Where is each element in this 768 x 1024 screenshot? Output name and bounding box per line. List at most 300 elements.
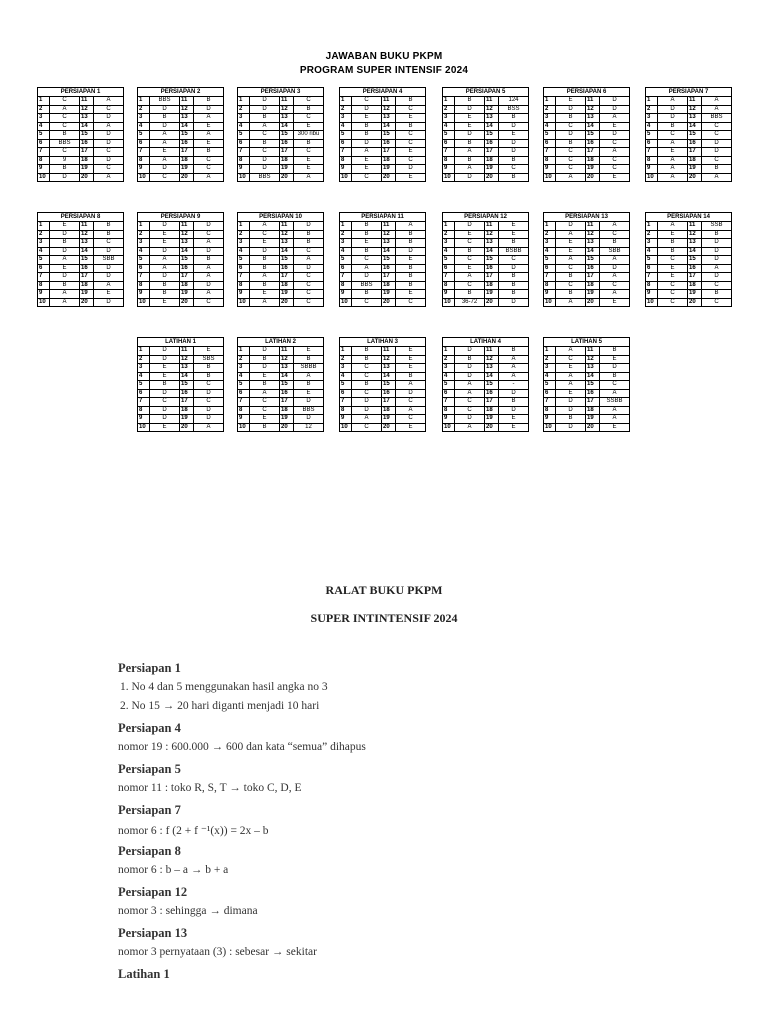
errata-section: [118, 885, 738, 920]
question-number: 18: [382, 156, 396, 165]
answer-cell: A: [600, 273, 630, 282]
errata-section-title: Persiapan 12: [118, 885, 188, 899]
answer-cell: D: [50, 173, 80, 182]
question-number: 2: [238, 105, 250, 114]
question-number: 13: [180, 364, 194, 373]
answer-table-title: PERSIAPAN 10: [238, 213, 324, 222]
answer-table: [339, 337, 426, 432]
table-row: [443, 347, 529, 356]
question-number: 12: [485, 105, 499, 114]
question-number: 3: [544, 364, 556, 373]
table-row: [544, 381, 630, 390]
question-number: 16: [80, 139, 94, 148]
question-number: 16: [485, 139, 499, 148]
answer-cell: C: [352, 423, 382, 432]
question-number: 10: [340, 298, 352, 307]
table-row: [544, 122, 630, 131]
question-number: 10: [340, 423, 352, 432]
answer-cell: E: [250, 290, 280, 299]
answer-cell: D: [600, 131, 630, 140]
question-number: 18: [382, 406, 396, 415]
table-row: [138, 256, 224, 265]
question-number: 6: [38, 264, 50, 273]
table-row: [544, 264, 630, 273]
table-row: [340, 355, 426, 364]
errata-section-title: Persiapan 5: [118, 762, 181, 776]
question-number: 11: [688, 222, 702, 231]
answer-cell: C: [600, 281, 630, 290]
question-number: 19: [80, 165, 94, 174]
answer-cell: B: [294, 381, 324, 390]
table-row: [238, 398, 324, 407]
table-row: [544, 247, 630, 256]
answer-cell: B: [294, 239, 324, 248]
answer-cell: D: [250, 156, 280, 165]
answer-cell: D: [702, 239, 732, 248]
question-number: 13: [485, 114, 499, 123]
table-row: [340, 364, 426, 373]
question-number: 18: [180, 156, 194, 165]
question-number: 5: [138, 256, 150, 265]
answer-cell: E: [658, 148, 688, 157]
answer-cell: A: [658, 156, 688, 165]
table-row: [238, 364, 324, 373]
answer-cell: E: [556, 97, 586, 106]
question-number: 15: [485, 131, 499, 140]
question-number: 16: [586, 139, 600, 148]
question-number: 11: [688, 97, 702, 106]
answer-cell: A: [352, 264, 382, 273]
question-number: 14: [586, 247, 600, 256]
question-number: 6: [646, 139, 658, 148]
question-number: 1: [544, 97, 556, 106]
question-number: 15: [280, 256, 294, 265]
answer-cell: B: [499, 156, 529, 165]
answer-cell: E: [250, 239, 280, 248]
table-row: [443, 381, 529, 390]
answer-table: [442, 212, 529, 307]
question-number: 3: [138, 364, 150, 373]
question-number: 7: [646, 273, 658, 282]
table-row: [38, 298, 124, 307]
answer-table-title: PERSIAPAN 6: [544, 88, 630, 97]
question-number: 16: [688, 264, 702, 273]
answer-cell: B: [94, 222, 124, 231]
question-number: 11: [80, 97, 94, 106]
question-number: 13: [382, 239, 396, 248]
table-row: [340, 389, 426, 398]
question-number: 11: [280, 222, 294, 231]
errata-section: [118, 844, 738, 879]
answer-cell: A: [600, 415, 630, 424]
question-number: 15: [586, 256, 600, 265]
answer-cell: A: [194, 290, 224, 299]
table-row: [38, 290, 124, 299]
question-number: 16: [280, 139, 294, 148]
answer-cell: B: [556, 273, 586, 282]
question-number: 15: [80, 131, 94, 140]
table-row: [138, 97, 224, 106]
answer-cell: B: [396, 239, 426, 248]
table-row: [443, 114, 529, 123]
answer-cell: A: [250, 222, 280, 231]
answer-table: [339, 212, 426, 307]
answer-cell: E: [600, 298, 630, 307]
question-number: 15: [80, 256, 94, 265]
question-number: 10: [238, 298, 250, 307]
question-number: 3: [38, 114, 50, 123]
question-number: 6: [544, 264, 556, 273]
question-number: 14: [280, 247, 294, 256]
question-number: 7: [138, 273, 150, 282]
table-row: [238, 173, 324, 182]
table-row: [238, 355, 324, 364]
answer-cell: B: [250, 381, 280, 390]
answer-cell: C: [194, 398, 224, 407]
answer-cell: A: [556, 381, 586, 390]
question-number: 6: [340, 264, 352, 273]
question-number: 18: [586, 406, 600, 415]
answer-cell: E: [455, 264, 485, 273]
question-number: 18: [586, 281, 600, 290]
answer-cell: D: [352, 273, 382, 282]
answer-cell: C: [396, 105, 426, 114]
question-number: 5: [340, 131, 352, 140]
question-number: 4: [646, 247, 658, 256]
table-row: [340, 423, 426, 432]
answer-cell: C: [94, 105, 124, 114]
answer-cell: B: [702, 165, 732, 174]
table-row: [38, 148, 124, 157]
answer-cell: B: [150, 290, 180, 299]
errata-section-title: Latihan 1: [118, 967, 170, 981]
answer-cell: A: [556, 256, 586, 265]
answer-cell: A: [250, 298, 280, 307]
answer-cell: D: [455, 222, 485, 231]
answer-cell: E: [194, 139, 224, 148]
answer-cell: B: [352, 230, 382, 239]
question-number: 3: [238, 239, 250, 248]
question-number: 10: [38, 298, 50, 307]
table-row: [38, 97, 124, 106]
answer-cell: A: [194, 423, 224, 432]
question-number: 2: [340, 230, 352, 239]
answer-cell: B: [702, 290, 732, 299]
answer-cell: E: [396, 290, 426, 299]
answer-cell: E: [150, 364, 180, 373]
table-row: [443, 97, 529, 106]
question-number: 18: [688, 281, 702, 290]
question-number: 15: [382, 256, 396, 265]
table-row: [443, 222, 529, 231]
table-row: [443, 122, 529, 131]
answer-cell: C: [50, 97, 80, 106]
question-number: 2: [646, 230, 658, 239]
question-number: 10: [340, 173, 352, 182]
answer-cell: B: [396, 230, 426, 239]
table-row: [238, 264, 324, 273]
table-row: [238, 423, 324, 432]
answer-cell: A: [702, 173, 732, 182]
errata-section-title: Persiapan 8: [118, 844, 181, 858]
table-row: [340, 415, 426, 424]
answer-cell: C: [658, 298, 688, 307]
question-number: 4: [443, 247, 455, 256]
question-number: 10: [38, 173, 50, 182]
question-number: 2: [340, 105, 352, 114]
answer-cell: E: [194, 347, 224, 356]
question-number: 7: [238, 398, 250, 407]
answer-cell: A: [352, 148, 382, 157]
answer-cell: D: [250, 364, 280, 373]
answer-cell: D: [250, 97, 280, 106]
table-row: [340, 347, 426, 356]
answer-cell: D: [455, 415, 485, 424]
answer-cell: B: [455, 355, 485, 364]
table-row: [544, 139, 630, 148]
answer-cell: D: [150, 355, 180, 364]
answer-cell: C: [499, 165, 529, 174]
table-row: [38, 173, 124, 182]
question-number: 6: [340, 139, 352, 148]
answer-cell: D: [499, 389, 529, 398]
question-number: 19: [180, 165, 194, 174]
table-row: [238, 114, 324, 123]
question-number: 4: [443, 372, 455, 381]
answer-cell: B: [194, 148, 224, 157]
answer-cell: A: [250, 273, 280, 282]
question-number: 20: [485, 423, 499, 432]
table-row: [443, 247, 529, 256]
question-number: 13: [586, 114, 600, 123]
answer-cell: A: [658, 173, 688, 182]
question-number: 9: [38, 290, 50, 299]
answer-cell: B: [658, 239, 688, 248]
answer-cell: B: [455, 97, 485, 106]
table-row: [646, 298, 732, 307]
question-number: 1: [443, 347, 455, 356]
errata-section: [118, 926, 738, 961]
table-row: [340, 398, 426, 407]
answer-table: [137, 337, 224, 432]
errata-subtitle: SUPER INTINTENSIF 2024: [310, 611, 458, 625]
answer-cell: A: [352, 415, 382, 424]
question-number: 6: [646, 264, 658, 273]
question-number: 17: [688, 148, 702, 157]
answer-cell: A: [600, 290, 630, 299]
table-row: [138, 290, 224, 299]
question-number: 2: [646, 105, 658, 114]
answer-cell: E: [556, 247, 586, 256]
question-number: 7: [544, 148, 556, 157]
question-number: 20: [280, 298, 294, 307]
answer-table-title: PERSIAPAN 11: [340, 213, 426, 222]
question-number: 17: [180, 398, 194, 407]
table-row: [38, 122, 124, 131]
question-number: 18: [382, 281, 396, 290]
question-number: 9: [646, 290, 658, 299]
question-number: 14: [180, 122, 194, 131]
table-row: [238, 230, 324, 239]
question-number: 7: [238, 273, 250, 282]
question-number: 7: [340, 273, 352, 282]
answer-cell: E: [150, 230, 180, 239]
question-number: 18: [180, 281, 194, 290]
table-row: [443, 148, 529, 157]
answer-cell: D: [396, 165, 426, 174]
table-row: [38, 105, 124, 114]
question-number: 15: [485, 381, 499, 390]
question-number: 20: [688, 173, 702, 182]
question-number: 4: [443, 122, 455, 131]
answer-cell: B: [294, 105, 324, 114]
errata-item: nomor 11 : toko R, S, T → toko C, D, E: [118, 782, 302, 794]
answer-cell: A: [600, 406, 630, 415]
answer-cell: B: [499, 347, 529, 356]
question-number: 9: [238, 415, 250, 424]
question-number: 12: [80, 105, 94, 114]
question-number: 10: [443, 423, 455, 432]
table-row: [443, 389, 529, 398]
table-row: [238, 105, 324, 114]
question-number: 13: [180, 114, 194, 123]
table-row: [138, 148, 224, 157]
errata-section-title: Persiapan 13: [118, 926, 188, 940]
answer-cell: A: [556, 173, 586, 182]
question-number: 5: [138, 381, 150, 390]
table-row: [138, 165, 224, 174]
answer-table-title: PERSIAPAN 4: [340, 88, 426, 97]
question-number: 19: [485, 415, 499, 424]
answer-cell: 300 ribu: [294, 131, 324, 140]
question-number: 1: [340, 222, 352, 231]
question-number: 17: [485, 148, 499, 157]
question-number: 17: [586, 273, 600, 282]
answer-table-title: PERSIAPAN 14: [646, 213, 732, 222]
question-number: 10: [138, 173, 150, 182]
question-number: 19: [280, 290, 294, 299]
question-number: 14: [586, 122, 600, 131]
answer-table-title: PERSIAPAN 9: [138, 213, 224, 222]
question-number: 20: [280, 423, 294, 432]
answer-cell: E: [600, 355, 630, 364]
question-number: 3: [646, 114, 658, 123]
question-number: 17: [382, 273, 396, 282]
answer-cell: C: [294, 273, 324, 282]
answer-cell: A: [702, 97, 732, 106]
question-number: 17: [280, 398, 294, 407]
question-number: 10: [138, 423, 150, 432]
table-row: [544, 398, 630, 407]
table-row: [138, 247, 224, 256]
question-number: 17: [280, 148, 294, 157]
answer-cell: E: [658, 273, 688, 282]
answer-cell: C: [396, 139, 426, 148]
answer-cell: B: [396, 372, 426, 381]
question-number: 8: [38, 281, 50, 290]
table-row: [443, 298, 529, 307]
answer-cell: C: [556, 122, 586, 131]
question-number: 9: [38, 165, 50, 174]
answer-cell: C: [50, 148, 80, 157]
question-number: 8: [138, 406, 150, 415]
answer-cell: D: [294, 264, 324, 273]
table-row: [646, 148, 732, 157]
answer-cell: E: [396, 256, 426, 265]
question-number: 4: [340, 122, 352, 131]
question-number: 9: [443, 415, 455, 424]
table-row: [443, 281, 529, 290]
table-row: [238, 281, 324, 290]
answer-cell: D: [396, 247, 426, 256]
answer-cell: D: [702, 247, 732, 256]
question-number: 8: [544, 406, 556, 415]
answer-cell: D: [352, 105, 382, 114]
table-row: [544, 148, 630, 157]
question-number: 18: [80, 281, 94, 290]
errata-section-title: Persiapan 1: [118, 661, 181, 675]
answer-cell: A: [50, 290, 80, 299]
answer-cell: A: [94, 281, 124, 290]
question-number: 5: [544, 131, 556, 140]
table-row: [138, 114, 224, 123]
table-row: [238, 381, 324, 390]
table-row: [238, 139, 324, 148]
table-row: [238, 389, 324, 398]
question-number: 14: [280, 372, 294, 381]
question-number: 9: [544, 415, 556, 424]
table-row: [138, 239, 224, 248]
table-row: [138, 389, 224, 398]
table-row: [238, 273, 324, 282]
question-number: 17: [180, 273, 194, 282]
answer-cell: A: [50, 298, 80, 307]
answer-cell: C: [455, 398, 485, 407]
question-number: 14: [80, 247, 94, 256]
question-number: 16: [586, 389, 600, 398]
table-row: [646, 239, 732, 248]
question-number: 20: [382, 298, 396, 307]
answer-cell: D: [600, 364, 630, 373]
question-number: 4: [138, 122, 150, 131]
answer-cell: B: [250, 355, 280, 364]
answer-cell: B: [455, 247, 485, 256]
question-number: 7: [646, 148, 658, 157]
answer-cell: D: [556, 131, 586, 140]
question-number: 6: [443, 389, 455, 398]
table-row: [340, 372, 426, 381]
answer-cell: B: [194, 364, 224, 373]
answer-cell: A: [250, 122, 280, 131]
question-number: 14: [485, 247, 499, 256]
answer-cell: D: [150, 347, 180, 356]
question-number: 20: [180, 423, 194, 432]
question-number: 5: [544, 256, 556, 265]
answer-table-title: LATIHAN 1: [138, 338, 224, 347]
answer-cell: A: [94, 122, 124, 131]
answer-cell: A: [499, 355, 529, 364]
table-row: [544, 105, 630, 114]
errata-item: nomor 6 : f (2 + f ⁻¹(x)) = 2x – b: [118, 825, 269, 837]
question-number: 10: [646, 173, 658, 182]
table-row: [646, 256, 732, 265]
table-row: [443, 273, 529, 282]
question-number: 18: [688, 156, 702, 165]
question-number: 16: [180, 264, 194, 273]
answer-cell: A: [50, 256, 80, 265]
table-row: [544, 165, 630, 174]
answer-cell: A: [455, 423, 485, 432]
